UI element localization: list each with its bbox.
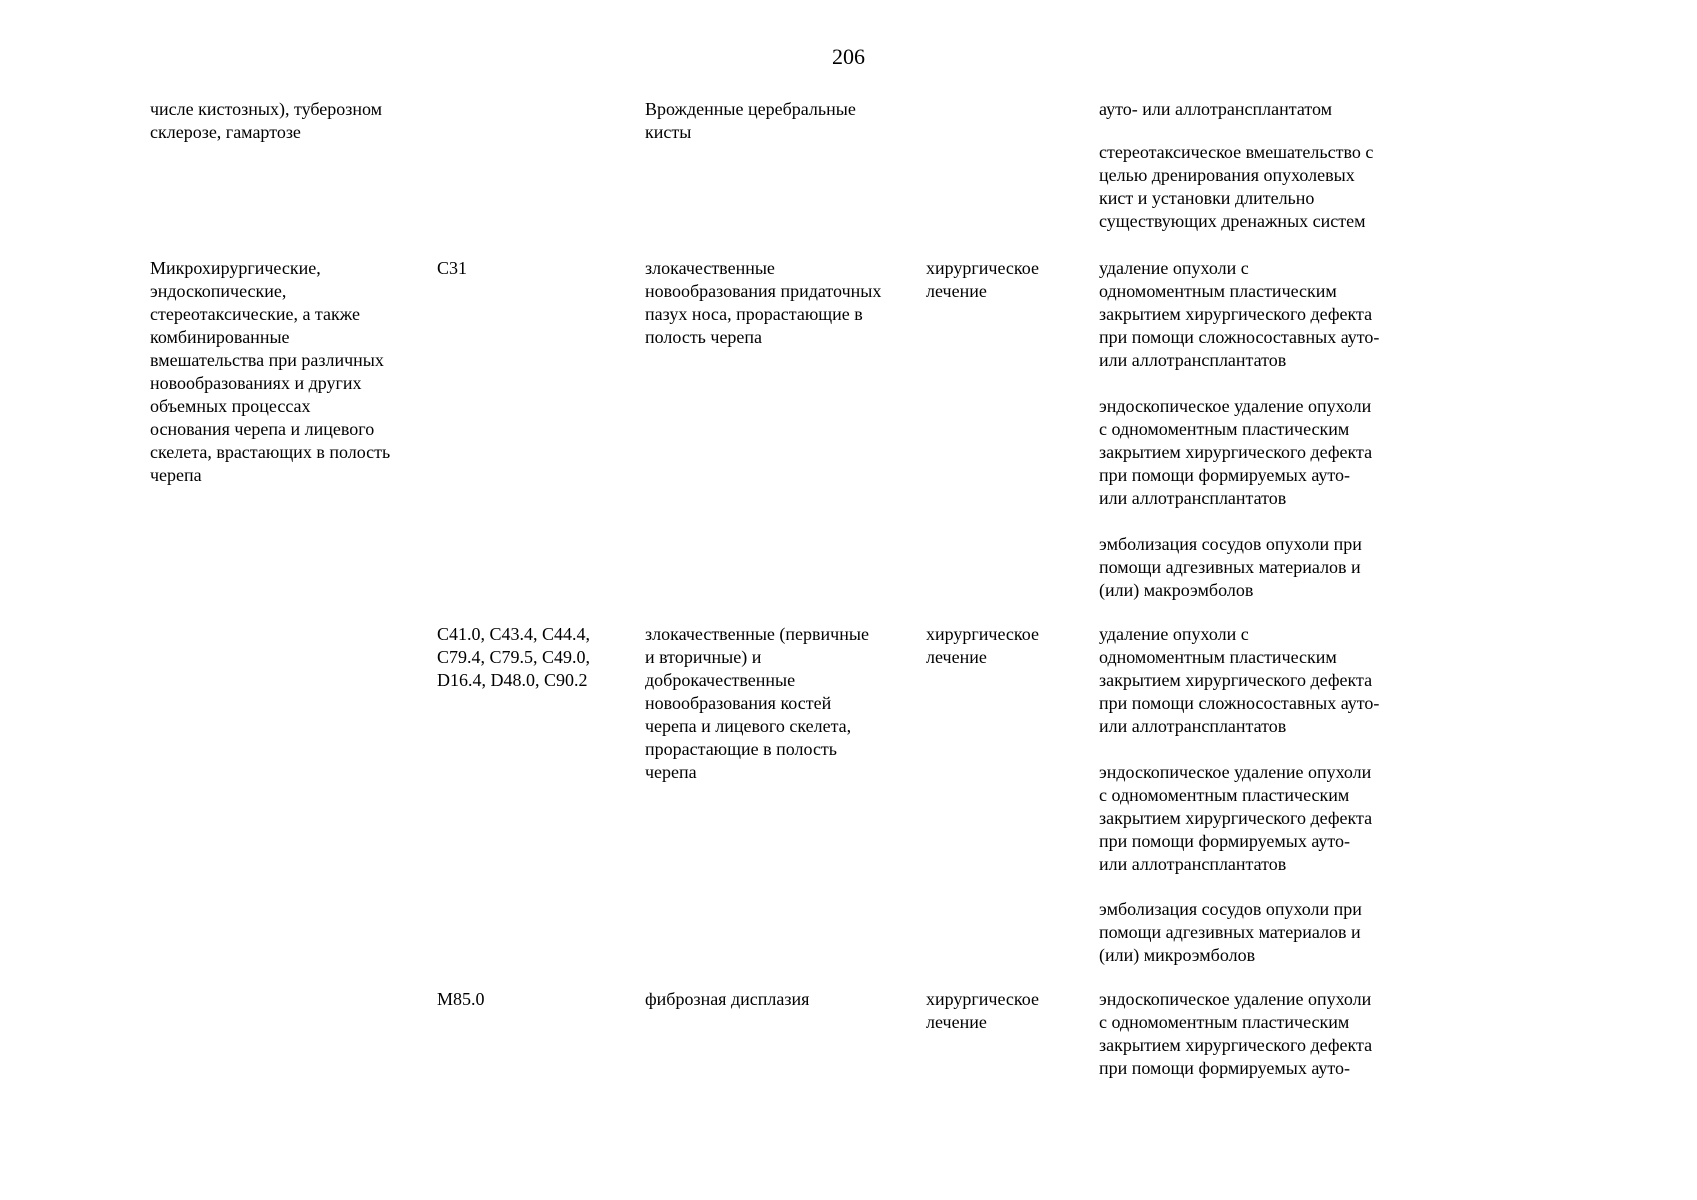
row-3-treatment-model: хирургическое лечение [926, 989, 1039, 1032]
row-1-treatment-type: Микрохирургические, эндоскопические, стереотаксические, а также комбинированные вмешательства при различных новообразованиях и других объемных процессах основания черепа и лицевого скелета, врастающих в полость черепа [150, 258, 391, 485]
row-0-method-a: ауто- или аллотрансплантатом [1099, 99, 1333, 119]
row-1-method-c: эмболизация сосудов опухоли при помощи адгезивных материалов и (или) макроэмболов [1099, 534, 1362, 600]
row-0-method-b: стереотаксическое вмешательство с целью дренирования опухолевых кист и установки длительно существующих дренажных систем [1099, 142, 1374, 231]
row-2-method-c: эмболизация сосудов опухоли при помощи адгезивных материалов и (или) микроэмболов [1099, 899, 1362, 965]
row-2-treatment-model: хирургическое лечение [926, 624, 1039, 667]
row-1-method-b: эндоскопическое удаление опухоли с одномоментным пластическим закрытием хирургического дефекта при помощи формируемых ауто- или аллотрансплантатов [1099, 396, 1373, 508]
row-3-method-a: эндоскопическое удаление опухоли с одномоментным пластическим закрытием хирургического дефекта при помощи формируемых ауто- [1099, 989, 1373, 1078]
row-0-diagnosis: Врожденные церебральные кисты [645, 99, 856, 142]
row-2-icd-code: C41.0, C43.4, C44.4, C79.4, C79.5, C49.0, D16.4, D48.0, C90.2 [437, 624, 591, 690]
page-number: 206 [832, 44, 865, 69]
row-1-treatment-model: хирургическое лечение [926, 258, 1039, 301]
row-1-icd-code: C31 [437, 258, 468, 278]
row-3-diagnosis: фиброзная дисплазия [645, 989, 810, 1009]
row-1-method-a: удаление опухоли с одномоментным пластическим закрытием хирургического дефекта при помощи сложносоставных ауто- или аллотрансплантатов [1099, 258, 1380, 370]
row-2-method-a: удаление опухоли с одномоментным пластическим закрытием хирургического дефекта при помощи сложносоставных ауто- или аллотрансплантатов [1099, 624, 1380, 736]
row-2-diagnosis: злокачественные (первичные и вторичные) и доброкачественные новообразования костей черепа и лицевого скелета, прорастающие в полость черепа [645, 624, 869, 782]
row-3-icd-code: M85.0 [437, 989, 485, 1009]
row-0-treatment-type: числе кистозных), туберозном склерозе, гамартозе [150, 99, 383, 142]
row-2-method-b: эндоскопическое удаление опухоли с одномоментным пластическим закрытием хирургического дефекта при помощи формируемых ауто- или аллотрансплантатов [1099, 762, 1373, 874]
row-1-diagnosis: злокачественные новообразования придаточных пазух носа, прорастающие в полость черепа [645, 258, 882, 347]
